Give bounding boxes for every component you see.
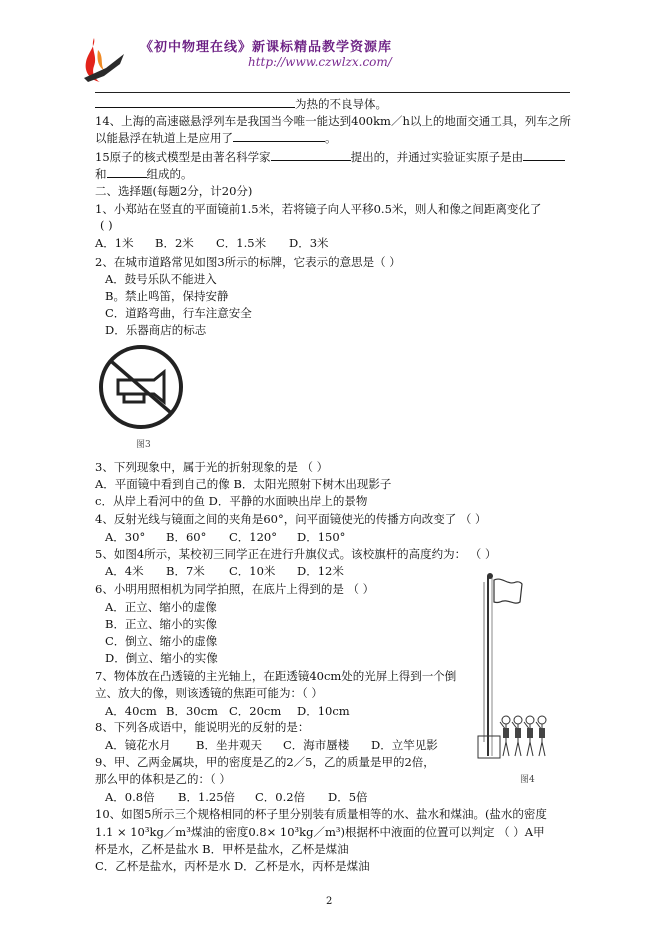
q5-option: B．7米: [166, 564, 205, 578]
question-1: 1、小郑站在竖直的平面镜前1.5米，若将镜子向人平移0.5米，则人和像之间距离变化了: [95, 202, 542, 216]
q6-option: B．正立、缩小的实像: [105, 617, 217, 631]
question-10: 10、如图5所示三个规格相同的杯子里分别装有质量相等的水、盐水和煤油。(盐水的密度: [95, 807, 547, 821]
q5-option: D．12米: [297, 564, 344, 578]
question-9-cont: 那么甲的体积是乙的：（ ）: [95, 772, 231, 786]
header-logo: [80, 34, 126, 86]
q7-option: B．30cm: [166, 704, 218, 718]
question-2: 2、在城市道路常见如图3所示的标牌，它表示的意思是（ ）: [95, 255, 401, 269]
q1-option: A．1米: [95, 236, 134, 250]
question-14: 14、上海的高速磁悬浮列车是我国当今唯一能达到400km／h以上的地面交通工具，列车之所: [95, 114, 571, 128]
answer-blank: [233, 130, 325, 142]
q5-option: C．10米: [229, 564, 276, 578]
question-9: 9、甲、乙两金属块，甲的密度是乙的2／5，乙的质量是甲的2倍，: [95, 755, 435, 769]
q1-option: B．2米: [155, 236, 194, 250]
q10-options-ab: 杯是水，乙杯是盐水 B．甲杯是盐水，乙杯是煤油: [95, 842, 349, 856]
answer-blank: [107, 166, 147, 178]
question-4: 4、反射光线与镜面之间的夹角是60°，问平面镜使光的传播方向改变了 （ ）: [95, 512, 487, 526]
question-15: 15原子的核式模型是由著名科学家 提出的，并通过实验证实原子是由: [95, 149, 565, 165]
header-url: http://www.czwlzx.com/: [248, 55, 392, 69]
line-thermal: 为热的不良导体。: [95, 96, 387, 112]
q2-option: C．道路弯曲，行车注意安全: [105, 306, 252, 320]
question-6: 6、小明用照相机为同学拍照，在底片上得到的是 （ ）: [95, 582, 375, 596]
q2-option: D．乐器商店的标志: [105, 323, 207, 337]
question-7-cont: 立、放大的像，则该透镜的焦距可能为：（ ）: [95, 686, 323, 700]
question-15-cont: 和 组成的。: [95, 167, 193, 181]
q4-option: C．120°: [229, 530, 277, 544]
no-horn-sign-figure: [98, 344, 184, 430]
question-3: 3、下列现象中，属于光的折射现象的是 （ ）: [95, 460, 329, 474]
q8-option: A．镜花水月: [105, 738, 171, 752]
flag-raising-figure: [462, 572, 554, 762]
header-title: 《初中物理在线》新课标精品教学资源库: [140, 40, 393, 55]
figure-4-caption: 图4: [520, 775, 535, 785]
question-14-cont: 以能悬浮在轨道上是应用了 。: [95, 131, 337, 145]
q4-option: B．60°: [166, 530, 207, 544]
q9-option: D．5倍: [328, 790, 368, 804]
q8-option: B．坐井观天: [196, 738, 262, 752]
q6-option: C．倒立、缩小的虚像: [105, 634, 218, 648]
q1-option: D．3米: [289, 236, 329, 250]
question-7: 7、物体放在凸透镜的主光轴上，在距透镜40cm处的光屏上得到一个倒: [95, 669, 457, 683]
question-10-cont: 1.1 × 10³kg／m³煤油的密度0.8× 10³kg／m³)根据杯中液面的位置可以判定 （ ）A甲: [95, 825, 545, 839]
q3-options-cd: c．从岸上看河中的鱼 D．平静的水面映出岸上的景物: [95, 494, 368, 508]
q10-options-cd: C．乙杯是盐水，丙杯是水 D．乙杯是水，丙杯是煤油: [95, 859, 370, 873]
q3-options-ab: A．平面镜中看到自己的像 B．太阳光照射下树木出现影子: [95, 477, 392, 491]
q4-option: D．150°: [297, 530, 346, 544]
q8-option: C．海市蜃楼: [283, 738, 350, 752]
q7-option: C．20cm: [229, 704, 282, 718]
answer-blank: [523, 149, 565, 161]
figure-3-caption: 图3: [136, 440, 151, 450]
q7-option: D．10cm: [297, 704, 350, 718]
q7-option: A．40cm: [105, 704, 157, 718]
q9-option: A．0.8倍: [105, 790, 155, 804]
q2-option: B。禁止鸣笛，保持安静: [105, 289, 229, 303]
question-5: 5、如图4所示，某校初三同学正在进行升旗仪式。该校旗杆的高度约为： （ ）: [95, 547, 497, 561]
q8-option: D．立竿见影: [371, 738, 438, 752]
header-rule: [95, 92, 570, 93]
question-1-bracket: ( ): [100, 218, 113, 232]
q9-option: C．0.2倍: [255, 790, 306, 804]
q2-option: A．鼓号乐队不能进入: [105, 272, 217, 286]
q4-option: A．30°: [105, 530, 146, 544]
answer-blank: [271, 149, 351, 161]
section-heading: 二、选择题(每题2分，计20分): [95, 184, 253, 198]
q6-option: A．正立、缩小的虚像: [105, 600, 217, 614]
q1-option: C．1.5米: [216, 236, 267, 250]
answer-blank: [95, 96, 295, 108]
q5-option: A．4米: [105, 564, 144, 578]
question-8: 8、下列各成语中，能说明光的反射的是：: [95, 720, 310, 734]
page-number: 2: [326, 896, 333, 907]
q6-option: D．倒立、缩小的实像: [105, 651, 218, 665]
q9-option: B．1.25倍: [178, 790, 236, 804]
